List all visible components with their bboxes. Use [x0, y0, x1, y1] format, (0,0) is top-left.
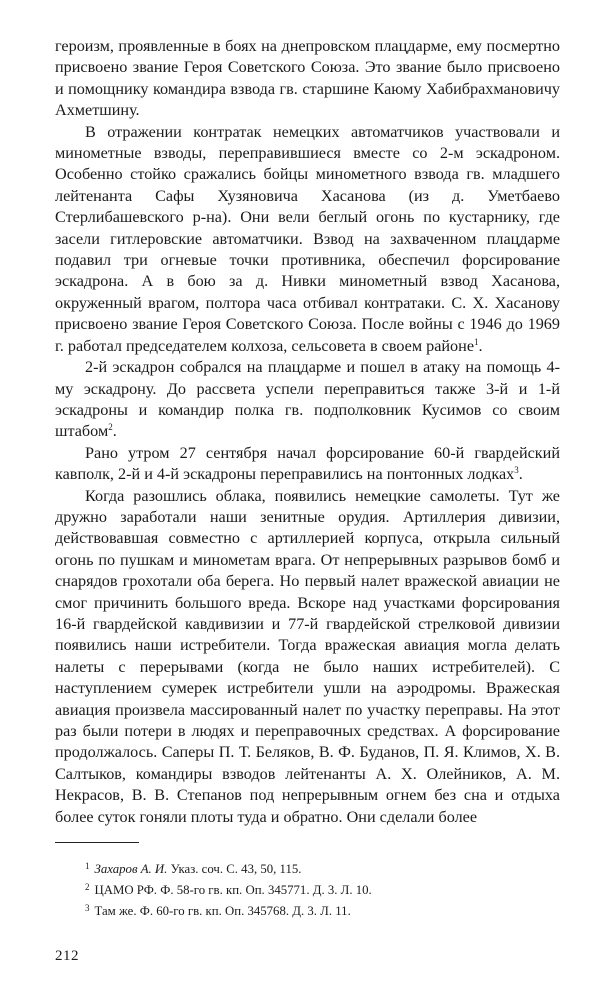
footnote-number: 1 — [85, 861, 90, 872]
footnote-number: 2 — [85, 882, 90, 893]
main-text — [55, 36, 560, 828]
paragraph-text: 2-й эскадрон собрался на плацдарме и пошел в атаку на помощь 4-му эскадрону. До рассвета успели переправиться также 3-й и 1-й эскадроны и командир полка гв. подполковник Кусимов со своим штабом — [55, 358, 560, 441]
footnote-separator — [55, 842, 139, 843]
footnote — [85, 878, 560, 899]
footnote-ref: 3 — [514, 465, 519, 476]
paragraph-text: В отражении контратак немецких автоматчиков участвовали и минометные взводы, переправившиеся вместе со 2-м эскадроном. Особенно стойко сражались бойцы минометного взвода гв. младшего лейтенанта Сафы Хузяновича Хасанова (из д. Уметбаево Стерлибашевского р-на). Они вели беглый огонь по кустарнику, где засели гитлеровские автоматчики. Взвод на захваченном плацдарме подавил три огневые точки противника, обеспечил форсирование эскадрона. А в бою за д. Нивки минометный взвод Хасанова, окруженный врагом, полтора часа отбивал контратаки. С. Х. Хасанову присвоено звание Героя Советского Союза. После войны с 1946 до 1969 г. работал председателем колхоза, сельсовета в своем районе — [55, 122, 560, 355]
paragraph — [55, 36, 560, 122]
footnote-text: ЦАМО РФ. Ф. 58-го гв. кп. Оп. 345771. Д. 3. Л. 10. — [94, 883, 372, 898]
footnotes — [85, 857, 560, 920]
paragraph-text: . — [112, 422, 117, 441]
paragraph — [55, 357, 560, 443]
footnote — [85, 899, 560, 920]
paragraph-text: Когда разошлись облака, появились немецкие самолеты. Тут же дружно заработали наши зенитные орудия. Артиллерия дивизии, действовавшая совместно с артиллерией корпуса, открыла сильный огонь по пушкам и минометам врага. От непрерывных разрывов бомб и снарядов грохотали оба берега. Но первый налет вражеской авиации не смог причинить большого вреда. Вскоре над участками форсирования 16-й гвардейской кавдивизии и 77-й гвардейской стрелковой дивизии появились наши истребители. Тогда вражеская авиация могла делать налеты с перерывами (когда не было наших истребителей). С наступлением сумерек истребители ушли на аэродромы. Вражеская авиация произвела массированный налет по участку переправы. На этот раз были потери в людях и переправочных средствах. А форсирование продолжалось. Саперы П. Т. Беляков, В. Ф. Буданов, П. Я. Климов, Х. В. Салтыков, командиры взводов лейтенанты А. Х. Олейников, А. М. Некрасов, В. В. Степанов под непрерывным огнем без сна и отдыха более суток гоняли плоты туда и обратно. Они сделали более — [55, 486, 560, 826]
paragraph-text: Рано утром 27 сентября начал форсирование 60-й гвардейский кавполк, 2-й и 4-й эскадроны переправились на понтонных лодках — [55, 443, 560, 484]
paragraph — [55, 122, 560, 357]
footnote-author: Захаров А. И. — [94, 862, 168, 877]
footnote-text: Там же. Ф. 60-го гв. кп. Оп. 345768. Д. 3. Л. 11. — [94, 904, 351, 919]
paragraph-text: . — [518, 465, 523, 484]
footnote-text: Указ. соч. С. 43, 50, 115. — [170, 862, 302, 877]
paragraph — [55, 443, 560, 486]
footnote — [85, 857, 560, 878]
footnote-ref: 2 — [108, 422, 113, 433]
paragraph-text: . — [478, 336, 483, 355]
page-number: 212 — [55, 948, 79, 965]
paragraph — [55, 486, 560, 829]
footnote-ref: 1 — [474, 336, 479, 347]
footnote-number: 3 — [85, 903, 90, 914]
paragraph-text: героизм, проявленные в боях на днепровском плацдарме, ему посмертно присвоено звание Героя Советского Союза. Это звание было присвоено и помощнику командира взвода гв. старшине Каюму Хабибрахмановичу Ахметшину. — [55, 37, 560, 120]
